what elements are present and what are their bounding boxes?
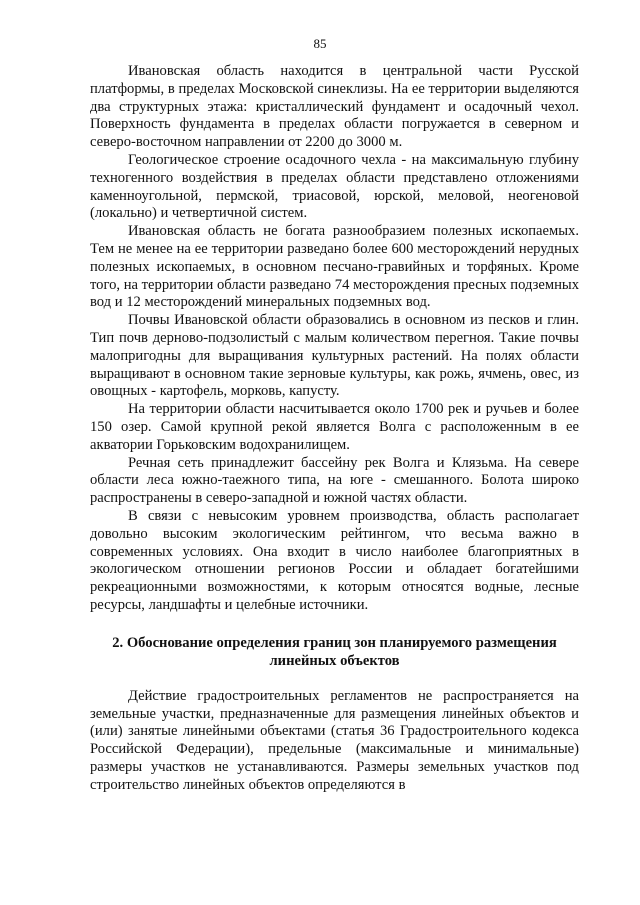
paragraph-geography: Ивановская область находится в центральной части Русской платформы, в пределах Московской синеклизы. На ее территории выделяются два структурных этажа: кристаллический фундамент и осадочный чехол. Поверхность фундамента в пределах области погружается в северном и северо-восточном направлении от 2200 до 3000 м. xyxy=(90,63,579,151)
paragraph-rivers: На территории области насчитывается около 1700 рек и ручьев и более 150 озер. Самой крупной рекой является Волга с расположенным в ее акватории Горьковским водохранилищем. xyxy=(90,401,579,453)
section-heading: 2. Обоснование определения границ зон планируемого размещения линейных объектов xyxy=(112,634,557,669)
page-content xyxy=(90,63,579,794)
paragraph-geology: Геологическое строение осадочного чехла - на максимальную глубину техногенного воздействия в пределах области представлено отложениями каменноугольной, пермской, триасовой, юрской, меловой, неогеновой (локально) и четвертичной систем. xyxy=(90,151,579,222)
paragraph-minerals: Ивановская область не богата разнообразием полезных ископаемых. Тем не менее на ее территории разведано более 600 месторождений нерудных полезных ископаемых, в основном песчано-гравийных и торфяных. Кроме того, на территории области разведано 74 месторождения пресных подземных вод и 12 месторождений минеральных подземных вод. xyxy=(90,223,579,311)
paragraph-ecology: В связи с невысоким уровнем производства, область располагает довольно высоким экологическим рейтингом, что весьма важно в современных условиях. Она входит в число наиболее благоприятных в экологическом отношении регионов России и обладает богатейшими рекреационными возможностями, к которым относятся водные, лесные ресурсы, ландшафты и целебные источники. xyxy=(90,507,579,613)
paragraph-river-network: Речная сеть принадлежит бассейну рек Волга и Клязьма. На севере области леса южно-таежного типа, на юге - смешанного. Болота широко распространены в северо-западной и южной частях области. xyxy=(90,454,579,507)
paragraph-soils: Почвы Ивановской области образовались в основном из песков и глин. Тип почв дерново-подзолистый с малым количеством перегноя. Такие почвы малопригодны для выращивания культурных растений. На полях области выращивают в основном такие зерновые культуры, как рожь, ячмень, овес, из овощных - картофель, морковь, капусту. xyxy=(90,312,579,400)
page-number: 85 xyxy=(313,36,327,51)
paragraph-regulations: Действие градостроительных регламентов не распространяется на земельные участки, предназначенные для размещения линейных объектов и (или) занятые линейными объектами (статья 36 Градостроительного кодекса Российской Федерации), предельные (максимальные и минимальные) размеры участков не устанавливаются. Размеры земельных участков под строительство линейных объектов определяются в xyxy=(90,687,579,793)
